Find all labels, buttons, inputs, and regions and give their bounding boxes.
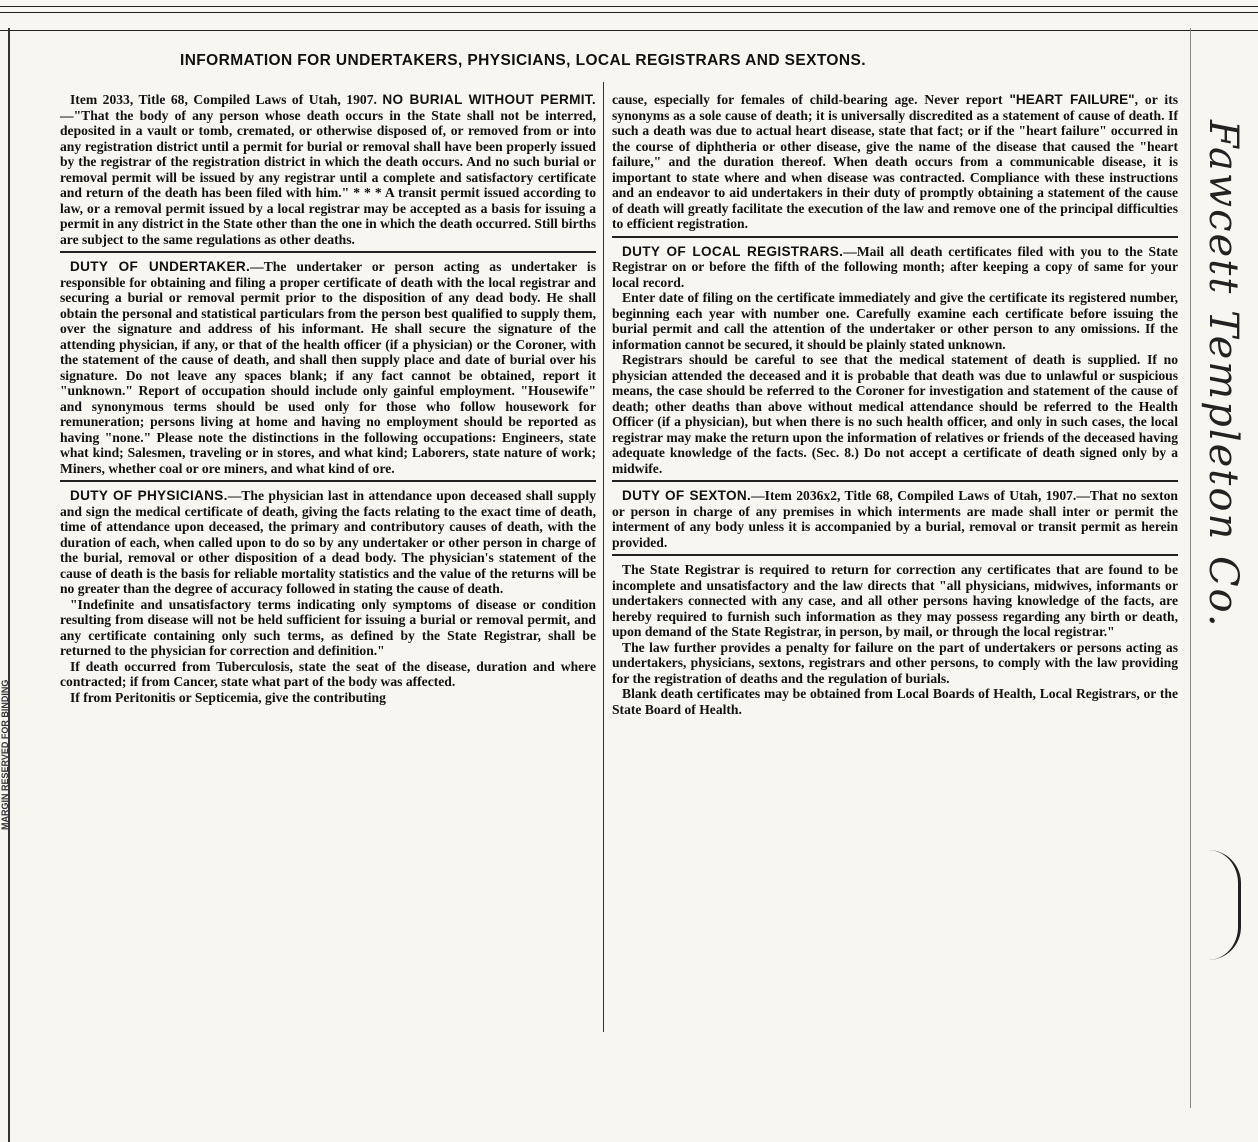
column-divider — [603, 82, 604, 1032]
handwritten-note: Fawcett Templeton Co. — [1200, 120, 1246, 629]
sexton-heading: DUTY OF SEXTON. — [622, 488, 752, 503]
indefinite-terms-paragraph: "Indefinite and unsatisfactory terms indicating only symptoms of disease or condition resulting from disease will not be held sufficient for issuing a burial or removal permit, and any certificate containing only such terms, as defined by the State Registrar, shall be returned to the physician for correction and definition." — [60, 596, 596, 658]
top-rule — [0, 30, 1258, 31]
physicians-heading: DUTY OF PHYSICIANS. — [70, 488, 228, 503]
right-column — [612, 92, 1178, 717]
blank-certificates-paragraph: Blank death certificates may be obtained from Local Boards of Health, Local Registrars, or the State Board of Health. — [612, 686, 1178, 717]
undertaker-heading: DUTY OF UNDERTAKER. — [70, 259, 251, 274]
top-rule — [0, 12, 1258, 13]
burial-permit-paragraph — [60, 92, 596, 247]
undertaker-text: —The undertaker or person acting as undertaker is responsible for obtaining and filing a proper certificate of death with the local registrar and securing a burial or removal permit prior to the disposition of any dead body. He shall obtain the personal and statistical particulars from the person best qualified to supply them, over the signature and address of his informant. He shall secure the signature of the attending physician, if any, or that of the health officer (if a physician) or the Coroner, with the statement of the cause of death, and shall then supply place and date of burial over his signature. Do not leave any spaces blank; if any fact cannot be obtained, report it "unknown." Report of occupation should include only gainful employment. "Housewife" and synonymous terms should be used only for those who follow housework for remuneration; persons living at home and having no employment should be reported as having "none." Please note the distinctions in the following occupations: Engineers, state what kind; Salesmen, traveling or in stores, and what kind; Laborers, state nature of work; Miners, whether coal or ore miners, and what kind of ore. — [60, 259, 596, 476]
law-citation: Item 2033, Title 68, Compiled Laws of Utah, 1907. — [70, 92, 377, 107]
no-burial-heading: NO BURIAL WITHOUT PERMIT. — [382, 92, 596, 107]
physicians-text: —The physician last in attendance upon deceased shall supply and sign the medical certificate of death, giving the facts relating to the exact time of death, time of attendance upon deceased, the primary and contributory causes of death, with the duration of each, when called upon to do so by any undertaker or other person in charge of the burial, removal or other disposition of a dead body. The physician's statement of the cause of death is the basis for reliable mortality statistics and the value of the returns will be no greater than the degree of accuracy followed in stating the cause of death. — [60, 488, 596, 596]
right-frame-line — [1190, 28, 1191, 1108]
penalty-paragraph: The law further provides a penalty for failure on the part of undertakers or persons acting as undertakers, physicians, sextons, registrars and other persons, to comply with the law providing for the registration of deaths and the regulation of burials. — [612, 639, 1178, 686]
medical-statement-paragraph: Registrars should be careful to see that the medical statement of death is supplied. If no physician attended the deceased and it is probable that death was due to unlawful or suspicious means, the case should be referred to the Coroner for investigation and statement of the cause of death; other deaths than above without medical attendance should be referred to the Health Officer (if a physician), but when there is no such health officer, and only in such cases, the local registrar may make the return upon the information of relatives or friends of the deceased having adequate knowledge of the facts. (Sec. 8.) Do not accept a certificate of death signed only by a midwife. — [612, 352, 1178, 476]
filing-date-paragraph: Enter date of filing on the certificate immediately and give the certificate its registered number, beginning each year with number one. Carefully examine each certificate before issuing the burial permit and call the attention of the undertaker or other person to any omissions. If the information cannot be secured, it should be plainly stated unknown. — [612, 290, 1178, 352]
state-registrar-paragraph: The State Registrar is required to return for correction any certificates that are found to be incomplete and unsatisfactory and the law directs that "all physicians, midwives, informants or undertakers connected with any case, and all other persons having knowledge of the facts, are hereby required to furnish such information as they may possess regarding any birth or death, upon demand of the State Registrar, in person, by mail, or through the local registrar." — [612, 562, 1178, 639]
sexton-section — [612, 480, 1178, 550]
registrars-heading: DUTY OF LOCAL REGISTRARS. — [622, 243, 844, 259]
registrars-text: —Mail all death certificates filed with you to the State Registrar on or before the fifth of the following month; after keeping a copy of same for your local record. — [612, 243, 1179, 290]
binding-margin-text: MARGIN RESERVED FOR BINDING — [0, 679, 10, 830]
burial-permit-text: —"That the body of any person whose death occurs in the State shall not be interred, deposited in a vault or tomb, cremated, or otherwise disposed of, or removed from or into any registration district until a permit for burial or removal shall have been properly issued by the registrar of the registration district in which the death occurs. And no such burial or removal permit will be issued by any registrar until a complete and satisfactory certificate and return of the death has been filed with him." * * * A transit permit issued according to law, or a removal permit issued by a local registrar may be accepted as a basis for issuing a permit in any district in the State other than the one in which the death occurred. Still births are subject to the same regulations as other deaths. — [60, 107, 596, 247]
left-frame-line — [8, 28, 10, 1142]
peritonitis-paragraph: If from Peritonitis or Septicemia, give the contributing — [70, 689, 386, 705]
heart-failure-text-a: cause, especially for females of child-bearing age. Never report — [612, 92, 1003, 107]
tuberculosis-paragraph: If death occurred from Tuberculosis, state the seat of the disease, duration and where contracted; if from Cancer, state what part of the body was affected. — [60, 658, 596, 689]
heart-failure-text-b: , or its synonyms as a sole cause of death; it is universally discredited as a statement of cause of death. If such a death was due to actual heart disease, state that fact; or if the "heart failure" occurred in the course of diphtheria or other disease, give the name of the disease that caused the "heart failure," and the duration thereof. When death occurs from a communicable disease, it is important to state where and when disease was contracted. Compliance with these instructions and an endeavor to aid undertakers in their duty of promptly obtaining a statement of the cause of death will greatly facilitate the execution of the law and remove one of the principal difficulties to efficient registration. — [612, 92, 1179, 231]
page-title: INFORMATION FOR UNDERTAKERS, PHYSICIANS, LOCAL REGISTRARS AND SEXTONS. — [180, 52, 866, 69]
state-registrar-section — [612, 554, 1178, 717]
sexton-text: —Item 2036x2, Title 68, Compiled Laws of Utah, 1907.—That no sexton or person in charge of any premises in which interments are made shall inter or permit the interment of any body unless it is accompanied by a burial, removal or transit permit as herein provided. — [612, 488, 1178, 550]
physicians-section — [60, 480, 596, 705]
undertaker-section — [60, 251, 596, 476]
left-column — [60, 92, 596, 705]
heart-failure-term: "HEART FAILURE" — [1009, 92, 1135, 107]
heart-failure-paragraph — [612, 92, 1178, 232]
top-rule — [0, 6, 1258, 7]
registrars-section — [612, 236, 1178, 477]
handwritten-bracket — [1208, 850, 1241, 960]
